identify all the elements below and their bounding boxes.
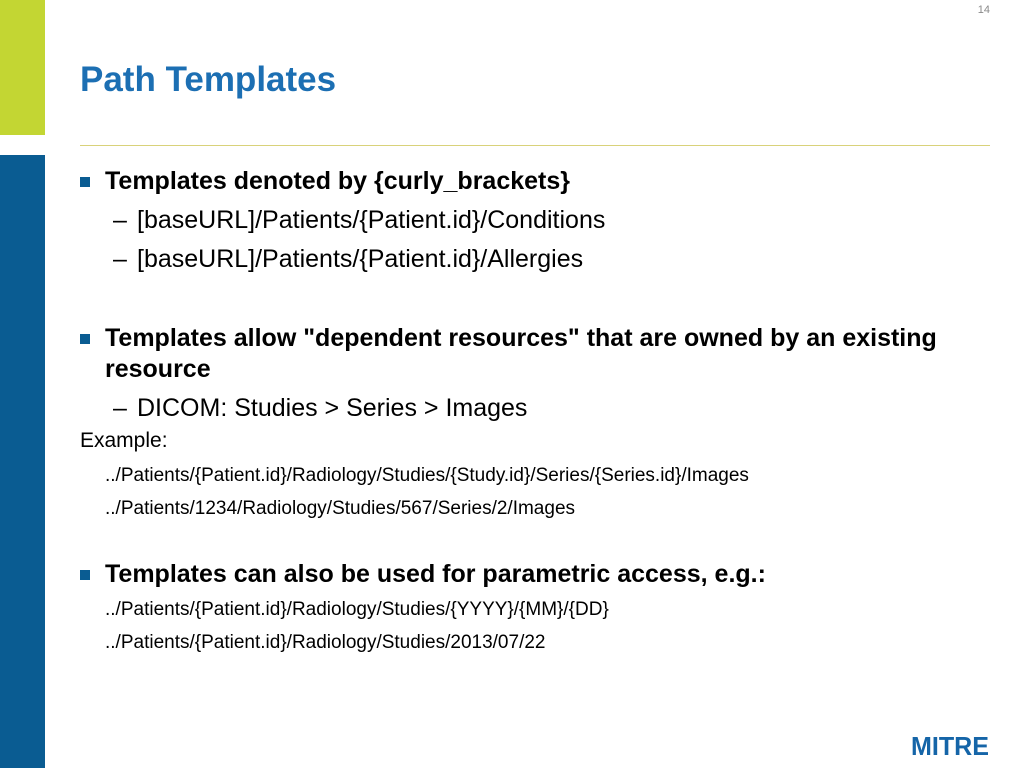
sub-bullet (80, 393, 980, 424)
bullet-square-icon (80, 177, 90, 187)
example-label: Example: (80, 429, 168, 452)
example-path: ../Patients/{Patient.id}/Radiology/Studies/{YYYY}/{MM}/{DD} (105, 599, 609, 620)
bullet-templates-denoted (80, 166, 980, 197)
dash-marker: – (113, 206, 127, 234)
slide-content (80, 166, 980, 655)
bullet-square-icon (80, 570, 90, 580)
dash-marker: – (113, 245, 127, 273)
bullet-parametric-access (80, 559, 980, 590)
logo-text: MITRE (911, 731, 989, 759)
sub-bullet-text: DICOM: Studies > Series > Images (137, 394, 528, 422)
bullet-text: Templates denoted by {curly_brackets} (105, 167, 570, 195)
slide-title: Path Templates (80, 60, 337, 99)
sub-bullet (80, 244, 980, 275)
sub-bullet-text: [baseURL]/Patients/{Patient.id}/Allergies (137, 245, 584, 273)
dash-marker: – (113, 394, 127, 422)
slide-number: 14 (977, 4, 990, 16)
accent-bar-blue (0, 155, 45, 768)
title-divider (80, 145, 990, 146)
example-path: ../Patients/1234/Radiology/Studies/567/Series/2/Images (105, 498, 576, 519)
example-path: ../Patients/{Patient.id}/Radiology/Studies/2013/07/22 (105, 632, 546, 653)
accent-bar-green (0, 0, 45, 135)
sub-bullet-text: [baseURL]/Patients/{Patient.id}/Conditions (137, 206, 606, 234)
sub-bullet (80, 205, 980, 236)
bullet-text: Templates allow "dependent resources" that are owned by an existing resource (105, 324, 937, 383)
bullet-text: Templates can also be used for parametric access, e.g.: (105, 560, 766, 588)
bullet-square-icon (80, 334, 90, 344)
bullet-dependent-resources (80, 323, 980, 385)
example-path: ../Patients/{Patient.id}/Radiology/Studies/{Study.id}/Series/{Series.id}/Images (105, 465, 749, 486)
mitre-logo (911, 731, 991, 759)
